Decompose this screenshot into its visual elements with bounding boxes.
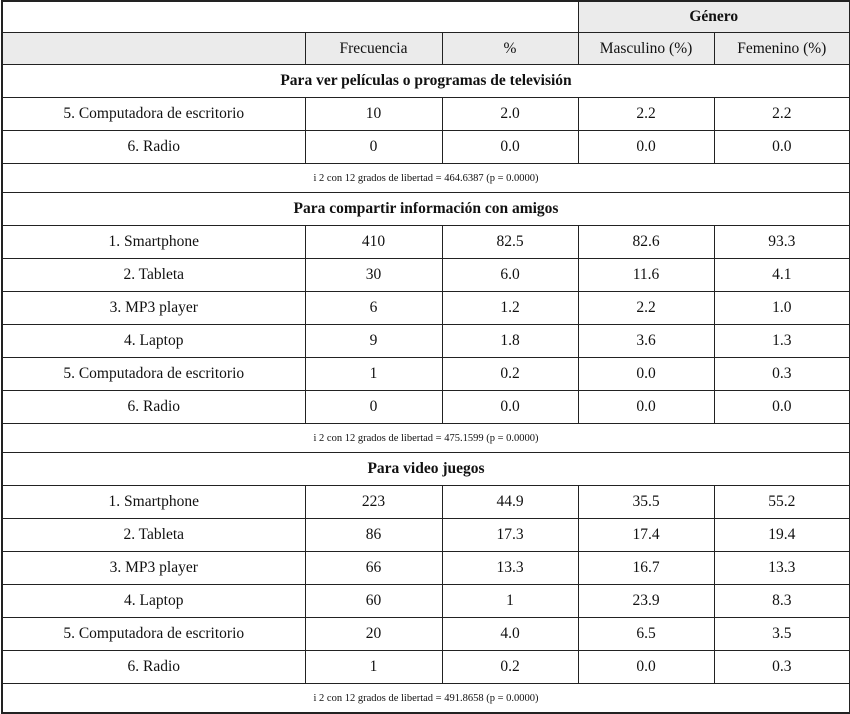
porcentaje-cell: 6.0 [442, 259, 578, 292]
chi-square-note: i 2 con 12 grados de libertad = 491.8658 (p = 0.0000) [2, 684, 850, 714]
frecuencia-cell: 9 [305, 325, 442, 358]
row-label: 6. Radio [2, 131, 305, 164]
femenino-cell: 19.4 [714, 519, 850, 552]
masculino-cell: 23.9 [578, 585, 714, 618]
table-row [2, 552, 850, 585]
table-row [2, 98, 850, 131]
femenino-cell: 0.3 [714, 651, 850, 684]
porcentaje-cell: 44.9 [442, 486, 578, 519]
table-row [2, 618, 850, 651]
chi-square-row [2, 424, 850, 453]
masculino-cell: 0.0 [578, 651, 714, 684]
table-row [2, 651, 850, 684]
section-title: Para video juegos [2, 453, 850, 486]
row-label: 4. Laptop [2, 585, 305, 618]
section-title-row [2, 193, 850, 226]
table-row [2, 585, 850, 618]
masculino-cell: 35.5 [578, 486, 714, 519]
frecuencia-cell: 60 [305, 585, 442, 618]
frecuencia-cell: 10 [305, 98, 442, 131]
column-header-row [2, 33, 850, 65]
table-body [2, 1, 850, 713]
femenino-cell: 93.3 [714, 226, 850, 259]
femenino-header: Femenino (%) [714, 33, 850, 65]
femenino-cell: 4.1 [714, 259, 850, 292]
porcentaje-cell: 0.0 [442, 131, 578, 164]
row-label: 6. Radio [2, 651, 305, 684]
frecuencia-header: Frecuencia [305, 33, 442, 65]
row-label: 5. Computadora de escritorio [2, 358, 305, 391]
row-label: 2. Tableta [2, 519, 305, 552]
table-row [2, 325, 850, 358]
table-row [2, 519, 850, 552]
masculino-cell: 0.0 [578, 358, 714, 391]
device-usage-table [1, 0, 850, 714]
masculino-cell: 82.6 [578, 226, 714, 259]
frecuencia-cell: 1 [305, 358, 442, 391]
femenino-cell: 1.3 [714, 325, 850, 358]
section-title-row [2, 65, 850, 98]
table-row [2, 131, 850, 164]
frecuencia-cell: 86 [305, 519, 442, 552]
chi-square-note: i 2 con 12 grados de libertad = 475.1599 (p = 0.0000) [2, 424, 850, 453]
masculino-cell: 17.4 [578, 519, 714, 552]
masculino-cell: 0.0 [578, 131, 714, 164]
frecuencia-cell: 30 [305, 259, 442, 292]
porcentaje-cell: 0.2 [442, 358, 578, 391]
porcentaje-cell: 1.8 [442, 325, 578, 358]
masculino-cell: 0.0 [578, 391, 714, 424]
femenino-cell: 0.0 [714, 391, 850, 424]
chi-square-note: i 2 con 12 grados de libertad = 464.6387 (p = 0.0000) [2, 164, 850, 193]
femenino-cell: 2.2 [714, 98, 850, 131]
porcentaje-cell: 0.0 [442, 391, 578, 424]
row-label: 3. MP3 player [2, 552, 305, 585]
femenino-cell: 1.0 [714, 292, 850, 325]
porcentaje-cell: 82.5 [442, 226, 578, 259]
row-label: 4. Laptop [2, 325, 305, 358]
row-label: 5. Computadora de escritorio [2, 98, 305, 131]
porcentaje-cell: 17.3 [442, 519, 578, 552]
row-label: 5. Computadora de escritorio [2, 618, 305, 651]
frecuencia-cell: 6 [305, 292, 442, 325]
femenino-cell: 0.3 [714, 358, 850, 391]
group-header-row [2, 1, 850, 33]
masculino-cell: 6.5 [578, 618, 714, 651]
row-label: 1. Smartphone [2, 486, 305, 519]
porcentaje-header: % [442, 33, 578, 65]
masculino-cell: 2.2 [578, 98, 714, 131]
femenino-cell: 0.0 [714, 131, 850, 164]
row-label: 2. Tableta [2, 259, 305, 292]
table-row [2, 391, 850, 424]
table-row [2, 358, 850, 391]
row-label: 6. Radio [2, 391, 305, 424]
label-header-cell [2, 33, 305, 65]
masculino-cell: 11.6 [578, 259, 714, 292]
table-row [2, 292, 850, 325]
femenino-cell: 8.3 [714, 585, 850, 618]
masculino-cell: 2.2 [578, 292, 714, 325]
femenino-cell: 55.2 [714, 486, 850, 519]
masculino-header: Masculino (%) [578, 33, 714, 65]
section-title: Para compartir información con amigos [2, 193, 850, 226]
masculino-cell: 16.7 [578, 552, 714, 585]
row-label: 3. MP3 player [2, 292, 305, 325]
porcentaje-cell: 4.0 [442, 618, 578, 651]
porcentaje-cell: 1.2 [442, 292, 578, 325]
frecuencia-cell: 20 [305, 618, 442, 651]
section-title: Para ver películas o programas de televisión [2, 65, 850, 98]
frecuencia-cell: 410 [305, 226, 442, 259]
chi-square-row [2, 164, 850, 193]
row-label: 1. Smartphone [2, 226, 305, 259]
frecuencia-cell: 0 [305, 131, 442, 164]
table-row [2, 259, 850, 292]
section-title-row [2, 453, 850, 486]
table-row [2, 486, 850, 519]
porcentaje-cell: 0.2 [442, 651, 578, 684]
femenino-cell: 3.5 [714, 618, 850, 651]
chi-square-row [2, 684, 850, 714]
table-row [2, 226, 850, 259]
frecuencia-cell: 0 [305, 391, 442, 424]
masculino-cell: 3.6 [578, 325, 714, 358]
frecuencia-cell: 66 [305, 552, 442, 585]
porcentaje-cell: 1 [442, 585, 578, 618]
porcentaje-cell: 2.0 [442, 98, 578, 131]
header-blank-cell [2, 1, 578, 33]
frecuencia-cell: 1 [305, 651, 442, 684]
porcentaje-cell: 13.3 [442, 552, 578, 585]
femenino-cell: 13.3 [714, 552, 850, 585]
genero-header: Género [578, 1, 850, 33]
frecuencia-cell: 223 [305, 486, 442, 519]
